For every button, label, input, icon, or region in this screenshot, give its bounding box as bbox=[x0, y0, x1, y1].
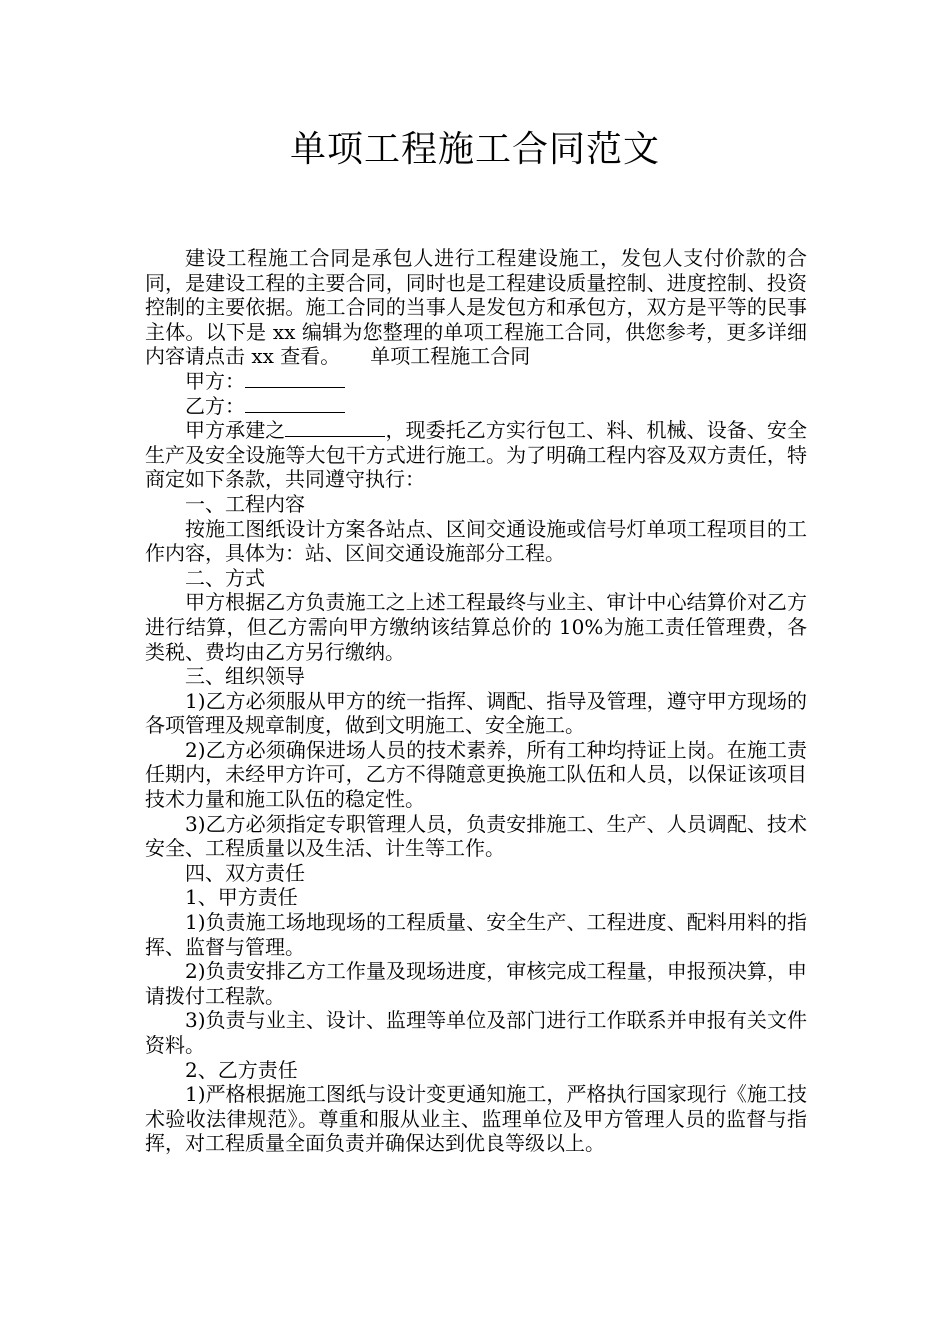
clause-paragraph: 按施工图纸设计方案各站点、区间交通设施或信号灯单项工程项目的工作内容，具体为：站、区间交通设施部分工程。 bbox=[145, 516, 807, 566]
subsection-heading: 1、甲方责任 bbox=[185, 885, 298, 910]
document-body bbox=[145, 246, 807, 1156]
section-heading: 四、双方责任 bbox=[185, 860, 305, 885]
section-heading: 一、工程内容 bbox=[185, 491, 305, 516]
subsection-heading: 2、乙方责任 bbox=[185, 1057, 298, 1082]
party-b-blank bbox=[245, 394, 345, 413]
contract-statement bbox=[145, 418, 807, 492]
clause-paragraph: 2)负责安排乙方工作量及现场进度，审核完成工程量，申报预决算，申请拨付工程款。 bbox=[145, 959, 807, 1008]
clause-paragraph: 3)乙方必须指定专职管理人员，负责安排施工、生产、人员调配、技术安全、工程质量以及生活、计生等工作。 bbox=[145, 811, 807, 861]
clause-paragraph: 1)负责施工场地现场的工程质量、安全生产、工程进度、配料用料的指挥、监督与管理。 bbox=[145, 910, 807, 959]
clause-paragraph: 1)乙方必须服从甲方的统一指挥、调配、指导及管理，遵守甲方现场的各项管理及规章制度，做到文明施工、安全施工。 bbox=[145, 688, 807, 738]
clause-paragraph: 甲方根据乙方负责施工之上述工程最终与业主、审计中心结算价对乙方进行结算，但乙方需向甲方缴纳该结算总价的 10%为施工责任管理费，各类税、费均由乙方另行缴纳。 bbox=[145, 590, 807, 664]
clause-paragraph: 1)严格根据施工图纸与设计变更通知施工，严格执行国家现行《施工技术验收法律规范》。尊重和服从业主、监理单位及甲方管理人员的监督与指挥，对工程质量全面负责并确保达到优良等级以上。 bbox=[145, 1082, 807, 1156]
party-a-label: 甲方： bbox=[185, 368, 245, 393]
contract-prefix: 甲方承建之 bbox=[185, 418, 286, 443]
section-heading: 三、组织领导 bbox=[185, 664, 305, 689]
contract-suffix: ，现委托乙方实行包工、料、机械、设备、安全生产及安全设施等大包干方式进行施工。为了明确工程内容及双方责任，特商定如下条款，共同遵守执行： bbox=[145, 418, 808, 492]
party-b-line bbox=[145, 394, 807, 419]
party-b-label: 乙方： bbox=[185, 393, 245, 418]
project-name-blank bbox=[285, 418, 385, 437]
clause-paragraph: 3)负责与业主、设计、监理等单位及部门进行工作联系并申报有关文件资料。 bbox=[145, 1008, 807, 1057]
clause-paragraph: 2)乙方必须确保进场人员的技术素养，所有工种均持证上岗。在施工责任期内，未经甲方许可，乙方不得随意更换施工队伍和人员，以保证该项目技术力量和施工队伍的稳定性。 bbox=[145, 737, 807, 812]
document-title: 单项工程施工合同范文 bbox=[289, 129, 660, 170]
section-heading: 二、方式 bbox=[185, 565, 265, 590]
intro-paragraph: 建设工程施工合同是承包人进行工程建设施工，发包人支付价款的合同，是建设工程的主要合同，同时也是工程建设质量控制、进度控制、投资控制的主要依据。施工合同的当事人是发包方和承包方，双方是平等的民事主体。以下是 xx 编辑为您整理的单项工程施工合同，供您参考，更多详细内容请点击 xx 查看。 单项工程施工合同 bbox=[145, 246, 807, 369]
party-a-line bbox=[145, 369, 807, 394]
party-a-blank bbox=[245, 369, 345, 388]
